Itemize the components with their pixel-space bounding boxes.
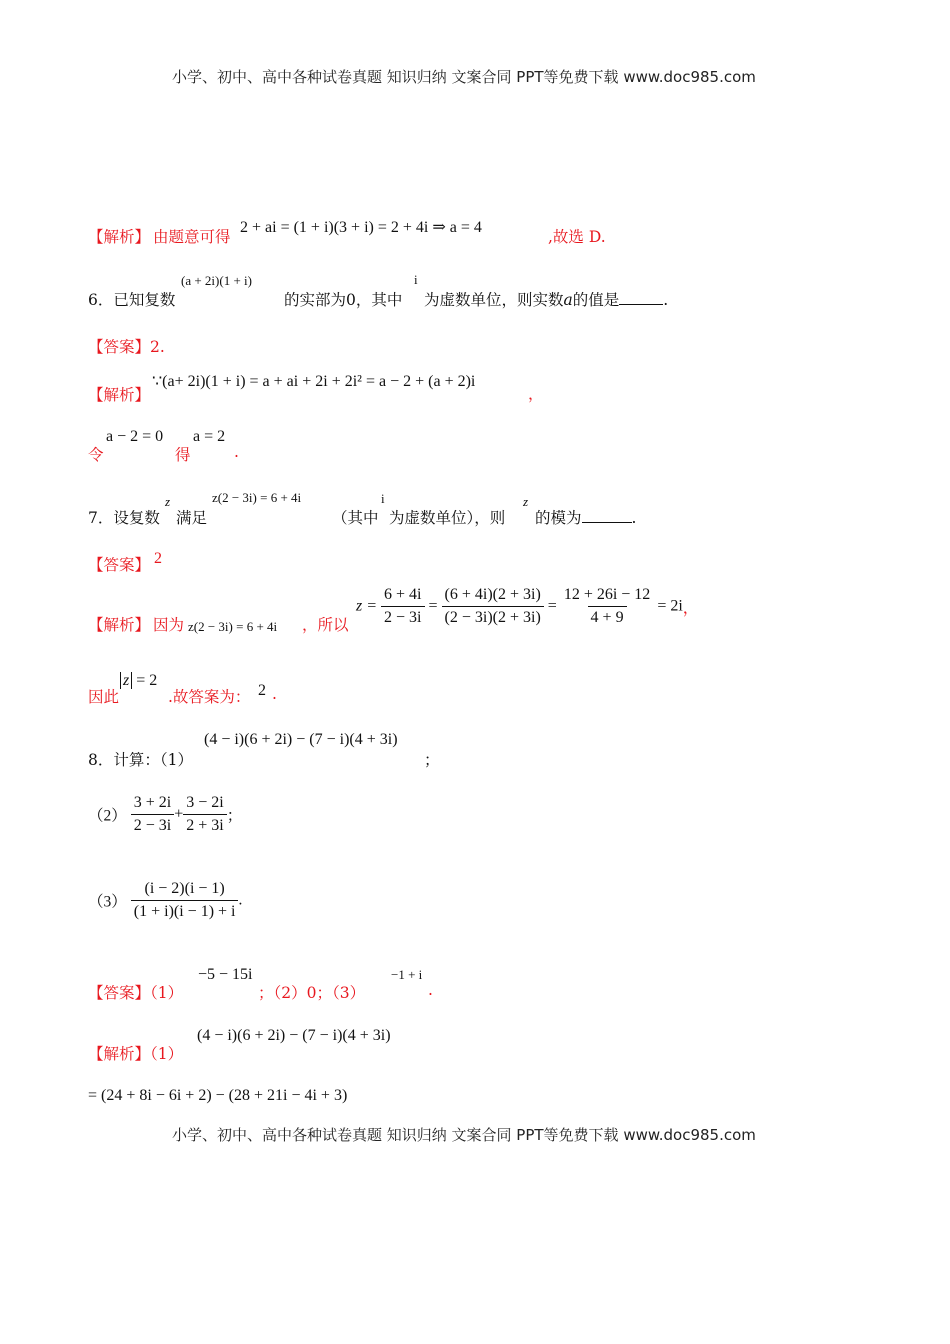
q5-analysis-tag: 【解析】 bbox=[88, 228, 151, 246]
q8-analysis-tag-line bbox=[88, 1042, 183, 1064]
q6-eq2: a = 2 bbox=[193, 428, 226, 445]
q6-answer-blank[interactable] bbox=[619, 290, 663, 305]
q7-end: . bbox=[631, 509, 637, 527]
q6-eq1: a − 2 = 0 bbox=[106, 428, 164, 445]
q5-analysis-suffix: ,故选 D. bbox=[548, 228, 606, 246]
q8-part3 bbox=[88, 880, 242, 921]
q8-p2-f2-num: 3 − 2i bbox=[186, 794, 224, 811]
q8-an1-label: （1） bbox=[150, 1045, 184, 1063]
q6-answer bbox=[88, 335, 165, 357]
q7-ans-val: 2 bbox=[258, 682, 266, 699]
q8-p2-f1-den: 2 − 3i bbox=[131, 814, 174, 835]
q6-expr: (a + 2i)(1 + i) bbox=[181, 273, 252, 288]
q6-text-b-line bbox=[284, 288, 402, 310]
q8-p2-label: （2） bbox=[88, 807, 127, 825]
q8-ans3: −1 + i bbox=[391, 967, 423, 982]
q8-ans1-label: （1） bbox=[150, 984, 184, 1002]
q7-f3-den: 4 + 9 bbox=[588, 606, 627, 627]
q7-z-eq: z = bbox=[356, 597, 378, 615]
q7-answer-blank[interactable] bbox=[582, 508, 632, 523]
q7-text-d: 为虚数单位），则 bbox=[389, 509, 506, 527]
q7-z-symbol-2: z bbox=[523, 494, 529, 509]
q7-text-b: 满足 bbox=[176, 509, 208, 527]
q6-question bbox=[88, 288, 175, 310]
q5-analysis-math: 2 + ai = (1 + i)(3 + i) = 2 + 4i ⇒ a = 4 bbox=[240, 219, 482, 236]
page-footer: 小学、初中、高中各种试卷真题 知识归纳 文案合同 PPT等免费下载 www.doc985.com bbox=[172, 1126, 756, 1144]
q7-expr: z(2 − 3i) = 6 + 4i bbox=[212, 490, 302, 505]
q7-z-symbol: z bbox=[165, 494, 171, 509]
page-header: 小学、初中、高中各种试卷真题 知识归纳 文案合同 PPT等免费下载 www.doc985.com bbox=[172, 68, 756, 86]
q7-end2: . bbox=[272, 685, 277, 703]
q8-p2-fraction-1 bbox=[131, 794, 174, 835]
q7-question bbox=[88, 506, 160, 528]
q7-f2-num: (6 + 4i)(2 + 3i) bbox=[444, 586, 541, 603]
q8-analysis-tag: 【解析】 bbox=[88, 1045, 151, 1063]
q6-analysis-comma: ， bbox=[528, 385, 544, 403]
q6-i-symbol: i bbox=[414, 272, 418, 287]
q8-part1-expr: (4 − i)(6 + 2i) − (7 − i)(4 + 3i) bbox=[204, 731, 398, 748]
q6-analysis-tag: 【解析】 bbox=[88, 386, 151, 404]
q7-f2-den: (2 − 3i)(2 + 3i) bbox=[442, 606, 544, 627]
q6-a-symbol: a bbox=[563, 291, 573, 309]
q7-text-c: （其中 bbox=[332, 509, 379, 527]
q6-text-a: 已知复数 bbox=[113, 291, 176, 309]
q6-text-e: 的值是 bbox=[572, 291, 620, 309]
q7-modulus bbox=[120, 672, 157, 690]
q7-eq-sign-2: = bbox=[547, 597, 557, 615]
q8-p3-label: （3） bbox=[88, 893, 127, 911]
q8-p3-end: . bbox=[238, 891, 243, 909]
q6-answer-value: 2. bbox=[150, 338, 165, 356]
q7-result: = 2i bbox=[657, 597, 683, 615]
q7-yinci: 因此 bbox=[88, 688, 120, 706]
q8-part2 bbox=[88, 794, 242, 835]
q8-p2-fraction-2 bbox=[183, 794, 226, 835]
q7-fraction-3 bbox=[561, 586, 654, 627]
q8-p2-f1-num: 3 + 2i bbox=[133, 794, 172, 811]
q7-comma: ， bbox=[682, 600, 699, 617]
q7-text-e: 的模为 bbox=[535, 509, 582, 527]
q8-jisuan: 计算：（1） bbox=[113, 751, 193, 769]
q8-p3-fraction bbox=[131, 880, 239, 921]
q7-f1-den: 2 − 3i bbox=[381, 606, 424, 627]
q6-text-b: 的实部为 bbox=[284, 291, 347, 309]
q7-i-symbol: i bbox=[381, 491, 385, 506]
q6-text-d-line bbox=[424, 288, 668, 310]
q7-f3-num: 12 + 26i − 12 bbox=[563, 586, 651, 603]
q7-text-a: 设复数 bbox=[113, 509, 160, 527]
q8-number: 8． bbox=[88, 751, 114, 769]
q7-eq-sign: = bbox=[428, 597, 438, 615]
q8-p2-f2-den: 2 + 3i bbox=[183, 814, 226, 835]
q7-f1-num: 6 + 4i bbox=[384, 586, 422, 603]
q6-ling: 令 bbox=[88, 446, 104, 464]
q8-p2-end: ； bbox=[226, 807, 243, 825]
q8-answer-tag-line bbox=[88, 981, 183, 1003]
q6-end: . bbox=[663, 291, 669, 309]
q8-ans2: ；（2）0；（3） bbox=[258, 984, 366, 1002]
q7-suoyi: ，所以 bbox=[302, 616, 349, 634]
q6-zero: 0 bbox=[346, 291, 356, 309]
q8-question bbox=[88, 748, 193, 770]
q7-given: z(2 − 3i) = 6 + 4i bbox=[188, 619, 278, 634]
q8-ans-end: . bbox=[428, 981, 433, 999]
q8-answer-tag: 【答案】 bbox=[88, 984, 151, 1002]
q7-answer-value: 2 bbox=[154, 550, 162, 567]
q6-number: 6． bbox=[88, 291, 114, 309]
q8-an1-expr: (4 − i)(6 + 2i) − (7 − i)(4 + 3i) bbox=[197, 1027, 391, 1044]
q7-analysis-tag: 【解析】 bbox=[88, 616, 151, 634]
q8-p3-den: (1 + i)(i − 1) + i bbox=[131, 900, 239, 921]
q6-end2: . bbox=[234, 443, 239, 461]
q6-answer-tag: 【答案】 bbox=[88, 338, 151, 356]
q6-text-d: 为虚数单位，则实数 bbox=[424, 291, 564, 309]
q7-text-e-line bbox=[535, 506, 636, 528]
q8-ans1: −5 − 15i bbox=[198, 966, 253, 983]
q8-p3-num: (i − 2)(i − 1) bbox=[144, 880, 225, 897]
q7-yinwei: 因为 bbox=[153, 616, 185, 634]
q7-answer-tag: 【答案】 bbox=[88, 556, 151, 574]
q6-analysis-math: ∵(a+ 2i)(1 + i) = a + ai + 2i + 2i² = a − 2 + (a + 2)i bbox=[152, 373, 476, 390]
q6-text-c: ，其中 bbox=[355, 291, 403, 309]
q7-solution-chain bbox=[356, 586, 699, 627]
q8-p2-plus: + bbox=[174, 805, 184, 823]
q5-analysis-prefix: 由题意可得 bbox=[153, 228, 231, 246]
q7-mod-val: = 2 bbox=[136, 672, 158, 689]
q8-an2-expr: = (24 + 8i − 6i + 2) − (28 + 21i − 4i + 3) bbox=[88, 1087, 348, 1104]
q8-part1-end: ； bbox=[424, 751, 440, 769]
q7-mod-z: z bbox=[120, 672, 132, 689]
q7-fraction-1 bbox=[381, 586, 424, 627]
q6-de: 得 bbox=[175, 446, 191, 464]
q7-fraction-2 bbox=[442, 586, 544, 627]
q7-number: 7． bbox=[88, 509, 114, 527]
q7-guda: .故答案为： bbox=[168, 688, 251, 706]
